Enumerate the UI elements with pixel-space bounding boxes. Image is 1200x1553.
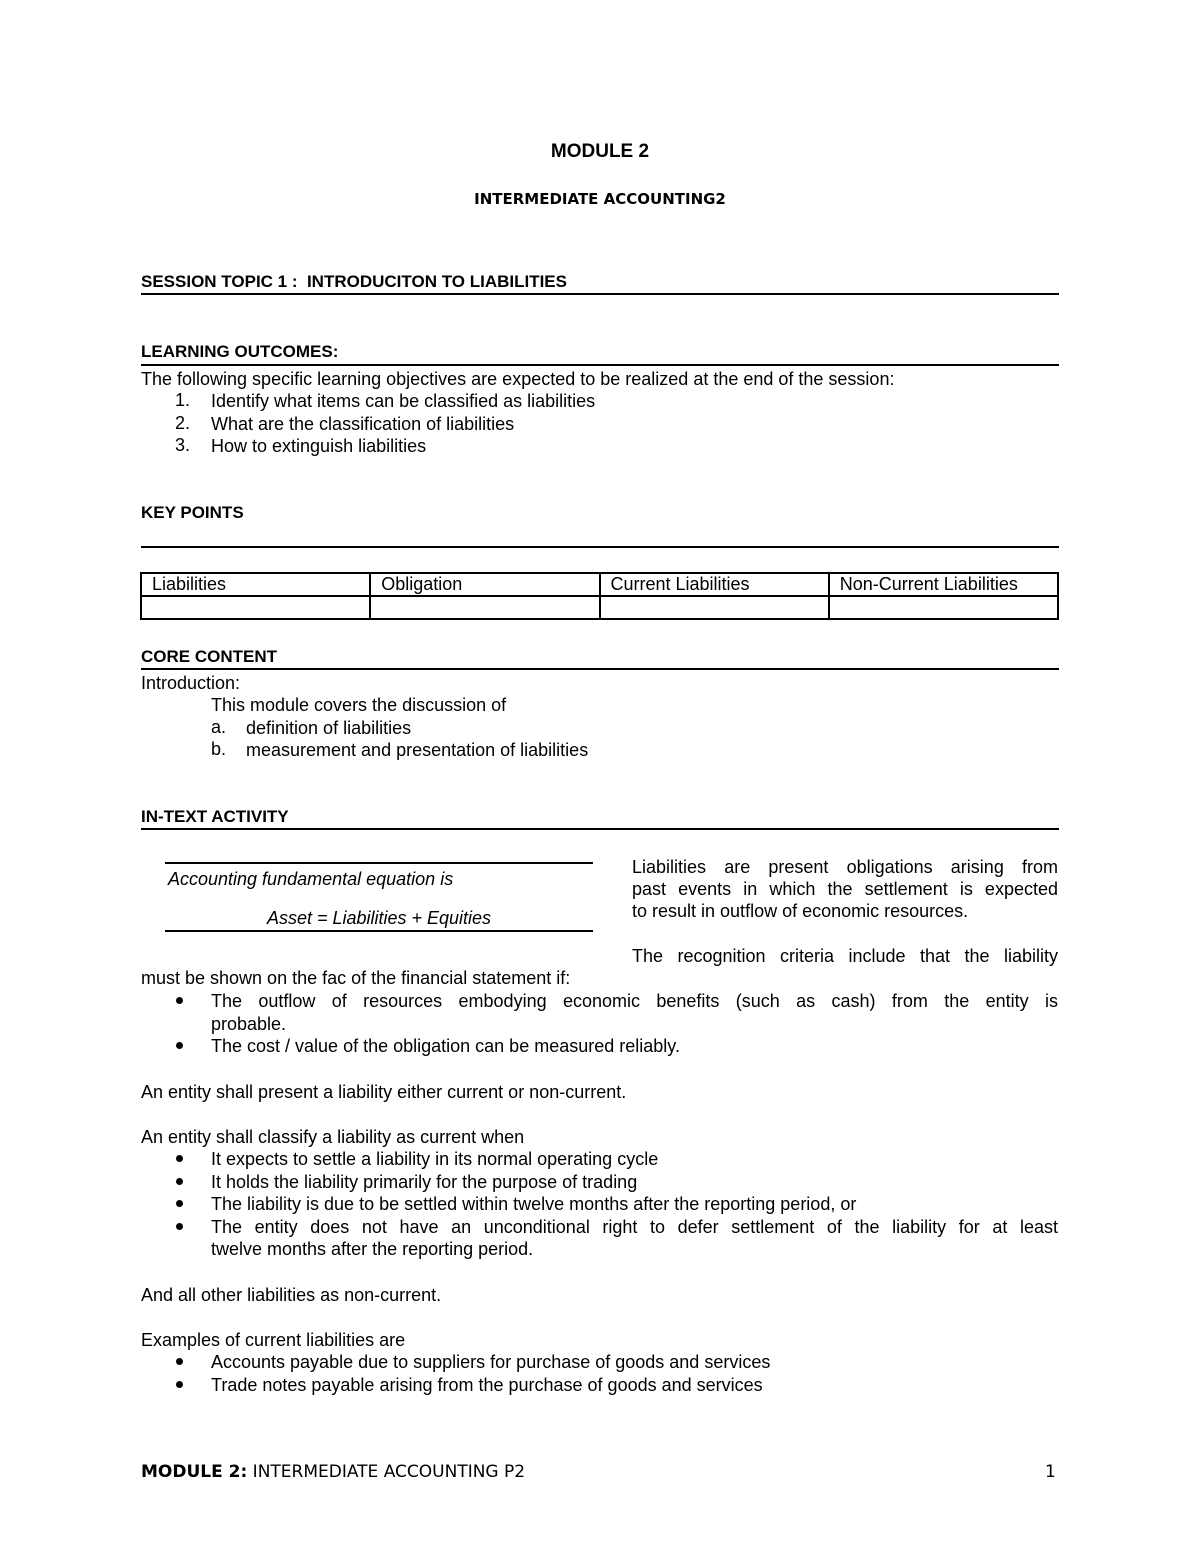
bullet-icon	[176, 1223, 183, 1230]
list-item: measurement and presentation of liabilities	[246, 740, 589, 760]
list-item: What are the classification of liabilities	[211, 414, 515, 434]
list-number: 1.	[175, 390, 191, 410]
bullet-icon	[176, 1042, 183, 1049]
bullet-icon	[176, 1200, 183, 1207]
box-top-rule	[165, 862, 593, 864]
divider	[141, 546, 1059, 548]
table-cell: Obligation	[370, 573, 599, 596]
key-points-table	[140, 572, 1059, 620]
bullet-icon	[176, 997, 183, 1004]
divider	[141, 364, 1059, 366]
definition-line: to result in outflow of economic resources.	[632, 901, 969, 921]
list-item: Identify what items can be classified as liabilities	[211, 391, 596, 411]
bullet-text: The cost / value of the obligation can be measured reliably.	[211, 1036, 680, 1056]
bullet-text-continued: probable.	[211, 1014, 287, 1034]
non-current-statement: And all other liabilities as non-current.	[141, 1285, 442, 1305]
core-content-lead: This module covers the discussion of	[211, 695, 507, 715]
core-content-heading: CORE CONTENT	[141, 647, 277, 666]
list-number: 2.	[175, 413, 191, 433]
bullet-text: It expects to settle a liability in its normal operating cycle	[211, 1149, 659, 1169]
list-number: 3.	[175, 435, 191, 455]
bullet-text: The outflow of resources embodying economic benefits (such as cash) from the entity is	[211, 991, 1058, 1011]
definition-line: past events in which the settlement is expected	[632, 879, 1058, 899]
list-letter: a.	[211, 717, 227, 737]
footer-module-label: MODULE 2:	[141, 1462, 248, 1482]
key-points-heading: KEY POINTS	[141, 503, 244, 522]
list-letter: b.	[211, 739, 227, 759]
table-cell: Liabilities	[141, 573, 370, 596]
bullet-text: Trade notes payable arising from the purchase of goods and services	[211, 1375, 763, 1395]
course-subtitle: INTERMEDIATE ACCOUNTING2	[474, 190, 726, 208]
present-statement: An entity shall present a liability either current or non-current.	[141, 1082, 627, 1102]
divider	[141, 668, 1059, 670]
bullet-text: Accounts payable due to suppliers for purchase of goods and services	[211, 1352, 771, 1372]
bullet-icon	[176, 1178, 183, 1185]
table-cell: Non-Current Liabilities	[829, 573, 1058, 596]
table-cell	[141, 596, 370, 619]
page-number: 1	[1045, 1462, 1056, 1482]
classify-intro: An entity shall classify a liability as current when	[141, 1127, 525, 1147]
recognition-line: must be shown on the fac of the financial statement if:	[141, 968, 571, 988]
core-content-intro: Introduction:	[141, 673, 241, 693]
examples-intro: Examples of current liabilities are	[141, 1330, 406, 1350]
bullet-text: The liability is due to be settled within twelve months after the reporting period, or	[211, 1194, 857, 1214]
table-header-row	[141, 573, 1058, 596]
table-cell: Current Liabilities	[600, 573, 829, 596]
accounting-equation: Asset = Liabilities + Equities	[266, 908, 492, 928]
list-item: How to extinguish liabilities	[211, 436, 427, 456]
session-topic-heading: SESSION TOPIC 1 : INTRODUCITON TO LIABILITIES	[141, 272, 567, 291]
equation-label: Accounting fundamental equation is	[168, 869, 454, 889]
table-row	[141, 596, 1058, 619]
box-bottom-rule	[165, 930, 593, 932]
recognition-line: The recognition criteria include that the liability	[632, 946, 1058, 966]
bullet-text: It holds the liability primarily for the purpose of trading	[211, 1172, 638, 1192]
bullet-icon	[176, 1358, 183, 1365]
table-cell	[370, 596, 599, 619]
definition-line: Liabilities are present obligations arising from	[632, 857, 1058, 877]
bullet-text-continued: twelve months after the reporting period.	[211, 1239, 534, 1259]
module-title: MODULE 2	[550, 141, 650, 162]
table-cell	[829, 596, 1058, 619]
footer-course-label: INTERMEDIATE ACCOUNTING P2	[247, 1462, 526, 1482]
bullet-text: The entity does not have an unconditional right to defer settlement of the liability for at least	[211, 1217, 1058, 1237]
divider	[141, 828, 1059, 830]
bullet-icon	[176, 1155, 183, 1162]
list-item: definition of liabilities	[246, 718, 412, 738]
in-text-activity-heading: IN-TEXT ACTIVITY	[141, 807, 289, 826]
learning-outcomes-intro: The following specific learning objectives are expected to be realized at the end of the session:	[141, 369, 895, 389]
table-cell	[600, 596, 829, 619]
learning-outcomes-heading: LEARNING OUTCOMES:	[141, 342, 339, 361]
page-footer	[141, 1462, 525, 1482]
bullet-icon	[176, 1381, 183, 1388]
divider	[141, 293, 1059, 295]
